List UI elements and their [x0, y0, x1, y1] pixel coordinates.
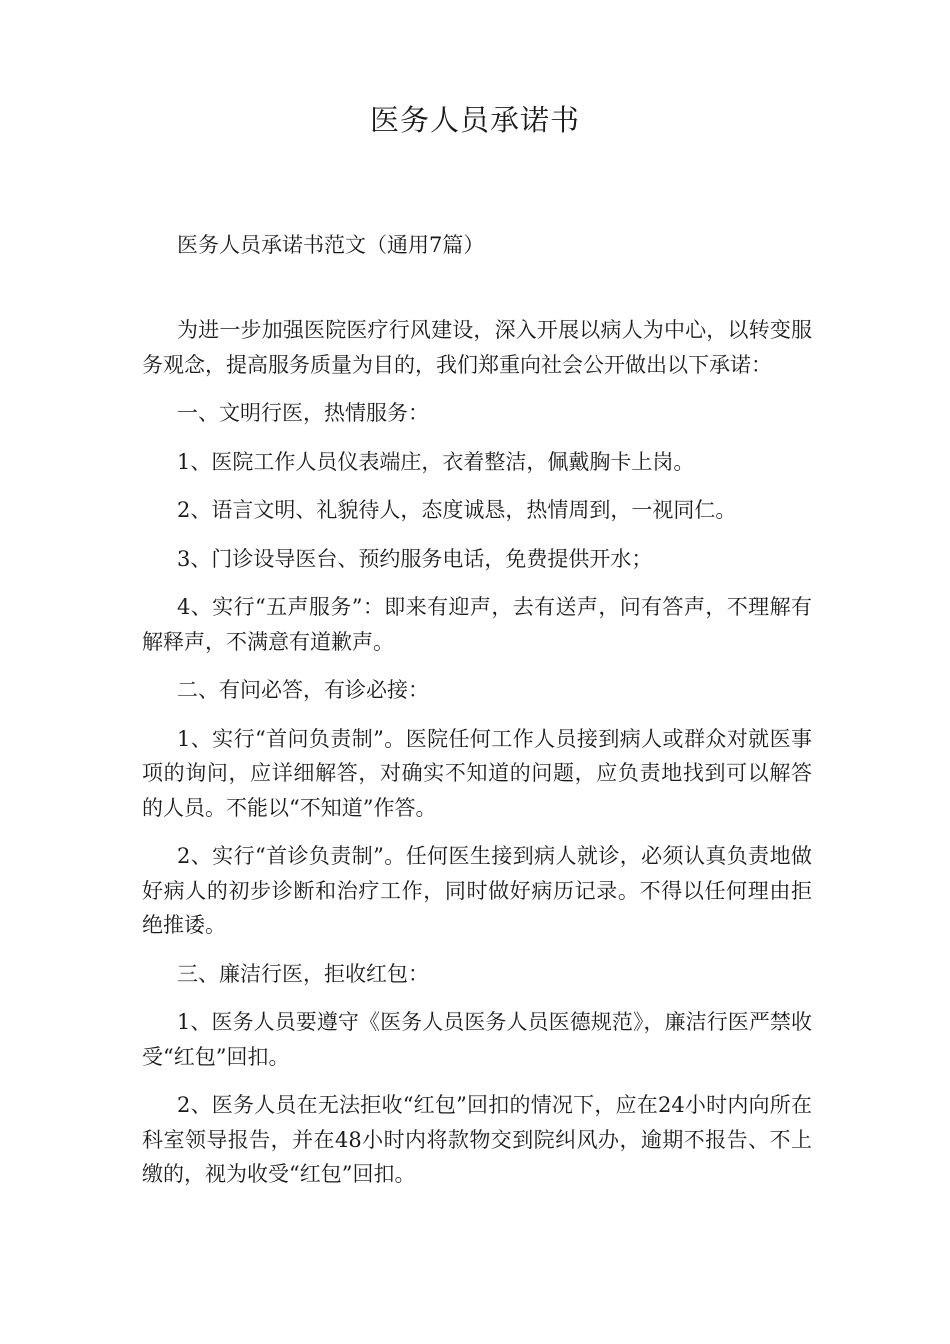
- section-heading-1: 一、文明行医，热情服务：: [177, 401, 429, 425]
- document-body: [142, 313, 812, 1206]
- section-heading-3: 三、廉洁行医，拒收红包：: [177, 961, 429, 986]
- document-subtitle: 医务人员承诺书范文（通用7篇）: [177, 233, 485, 257]
- list-item: 3、门诊设导医台、预约服务电话，免费提供开水；: [177, 546, 653, 571]
- list-item: 1、实行“首问负责制”。医院任何工作人员接到病人或群众对就医事项的询问，应详细解答，对确实不知道的问题，应负责地找到可以解答的人员。不能以“不知道”作答。: [142, 726, 812, 820]
- list-item: 4、实行“五声服务”：即来有迎声，去有送声，问有答声，不理解有解释声，不满意有道歉声。: [142, 595, 812, 654]
- section-heading-2: 二、有问必答，有诊必接：: [177, 678, 429, 702]
- list-item: 1、医院工作人员仪表端庄，衣着整洁，佩戴胸卡上岗。: [177, 449, 695, 474]
- list-item: 1、医务人员要遵守《医务人员医务人员医德规范》，廉洁行医严禁收受“红包”回扣。: [142, 1010, 812, 1069]
- list-item: 2、医务人员在无法拒收“红包”回扣的情况下，应在24小时内向所在科室领导报告，并在48小时内将款物交到院纠风办，逾期不报告、不上缴的，视为收受“红包”回扣。: [142, 1093, 812, 1186]
- list-item: 2、实行“首诊负责制”。任何医生接到病人就诊，必须认真负责地做好病人的初步诊断和治疗工作，同时做好病历记录。不得以任何理由拒绝推诿。: [142, 844, 812, 937]
- list-item: 2、语言文明、礼貌待人，态度诚恳，热情周到，一视同仁。: [177, 498, 737, 522]
- document-title: 医务人员承诺书: [369, 103, 580, 137]
- intro-paragraph: 为进一步加强医院医疗行风建设，深入开展以病人为中心，以转变服务观念，提高服务质量为目的，我们郑重向社会公开做出以下承诺：: [142, 318, 812, 377]
